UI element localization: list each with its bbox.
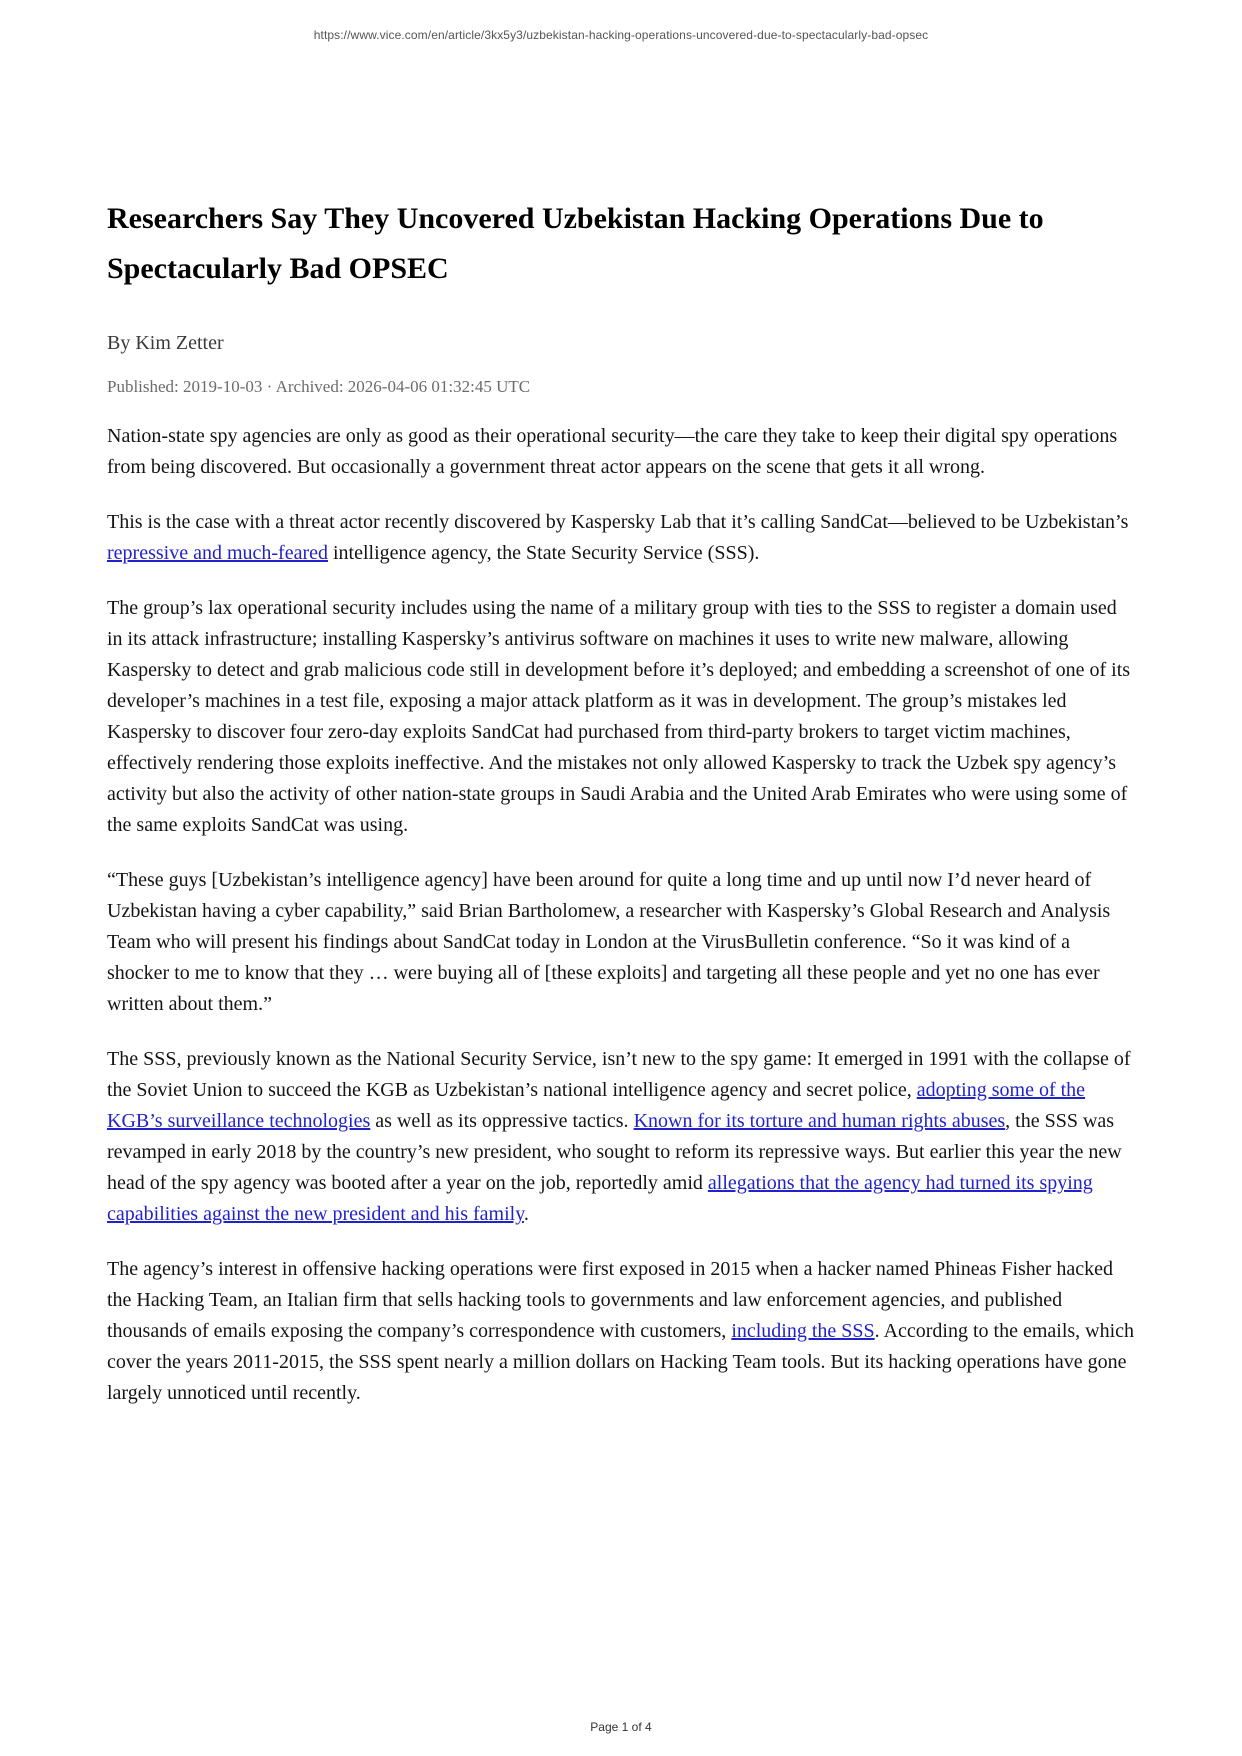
article-paragraph: [107, 1044, 1135, 1230]
inline-link[interactable]: including the SSS: [731, 1320, 875, 1342]
article-paragraph: [107, 507, 1135, 569]
paragraph-text: as well as its oppressive tactics.: [370, 1110, 634, 1132]
article-paragraph: [107, 865, 1135, 1020]
inline-link[interactable]: Known for its torture and human rights abuses: [633, 1110, 1006, 1132]
inline-link[interactable]: repressive and much-feared: [107, 542, 328, 564]
article-paragraph: [107, 1254, 1135, 1409]
paragraph-text: intelligence agency, the State Security Service (SSS).: [328, 542, 760, 564]
article-paragraph: [107, 593, 1135, 841]
article-paragraph: [107, 421, 1135, 483]
article-body: [107, 421, 1135, 1409]
article-title: Researchers Say They Uncovered Uzbekistan Hacking Operations Due to Spectacularly Bad OPSEC: [107, 202, 1044, 285]
paragraph-text: Nation-state spy agencies are only as good as their operational security—the care they take to keep their digital spy operations from being discovered. But occasionally a government threat actor appears on the scene that gets it all wrong.: [107, 425, 1118, 478]
paragraph-text: The SSS, previously known as the National Security Service, isn’t new to the spy game: It emerged in 1991 with the collapse of the Soviet Union to succeed the KGB as Uzbekistan’s national intelligence agency and secret police,: [107, 1048, 1131, 1101]
paragraph-text: .: [523, 1203, 529, 1225]
page-number-footer: Page 1 of 4: [590, 1720, 652, 1734]
paragraph-text: “These guys [Uzbekistan’s intelligence agency] have been around for quite a long time and up until now I’d never heard of Uzbekistan having a cyber capability,” said Brian Bartholomew, a researcher with Kaspersky’s Global Research and Analysis Team who will present his findings about SandCat today in London at the VirusBulletin conference. “So it was kind of a shocker to me to know that they … were buying all of [these exploits] and targeting all these people and yet no one has ever written about them.”: [107, 869, 1111, 1015]
paragraph-text: This is the case with a threat actor recently discovered by Kaspersky Lab that it’s calling SandCat—believed to be Uzbekistan’s: [107, 511, 1129, 533]
paragraph-text: The group’s lax operational security includes using the name of a military group with ties to the SSS to register a domain used in its attack infrastructure; installing Kaspersky’s antivirus software on machines it uses to write new malware, allowing Kaspersky to detect and grab malicious code still in development before it’s deployed; and embedding a screenshot of one of its developer’s machines in a test file, exposing a major attack platform as it was in development. The group’s mistakes led Kaspersky to discover four zero-day exploits SandCat had purchased from third-party brokers to target victim machines, effectively rendering those exploits ineffective. And the mistakes not only allowed Kaspersky to track the Uzbek spy agency’s activity but also the activity of other nation-state groups in Saudi Arabia and the United Arab Emirates who were using some of the same exploits SandCat was using.: [107, 597, 1131, 836]
inline-link[interactable]: allegations that the agency had turned its spying capabilities against the new president and his family: [107, 1172, 1093, 1225]
article-container: [107, 42, 1135, 1409]
paragraph-text: . According to the emails, which cover the years 2011-2015, the SSS spent nearly a million dollars on Hacking Team tools. But its hacking operations have gone largely unnoticed until recently.: [107, 1320, 1135, 1404]
paragraph-text: The agency’s interest in offensive hacking operations were first exposed in 2015 when a hacker named Phineas Fisher hacked the Hacking Team, an Italian firm that sells hacking tools to governments and law enforcement agencies, and published thousands of emails exposing the company’s correspondence with customers,: [107, 1258, 1113, 1342]
inline-link[interactable]: adopting some of the KGB’s surveillance technologies: [107, 1079, 1086, 1132]
paragraph-text: , the SSS was revamped in early 2018 by the country’s new president, who sought to reform its repressive ways. But earlier this year the new head of the spy agency was booted after a year on the job, reportedly amid: [107, 1110, 1122, 1194]
article-byline: By Kim Zetter: [107, 332, 224, 354]
page-header-url: https://www.vice.com/en/article/3kx5y3/uzbekistan-hacking-operations-uncovered-due-to-spectacularly-bad-opsec: [313, 28, 929, 42]
article-meta-dates: Published: 2019-10-03 · Archived: 2026-04-06 01:32:45 UTC: [107, 377, 531, 396]
